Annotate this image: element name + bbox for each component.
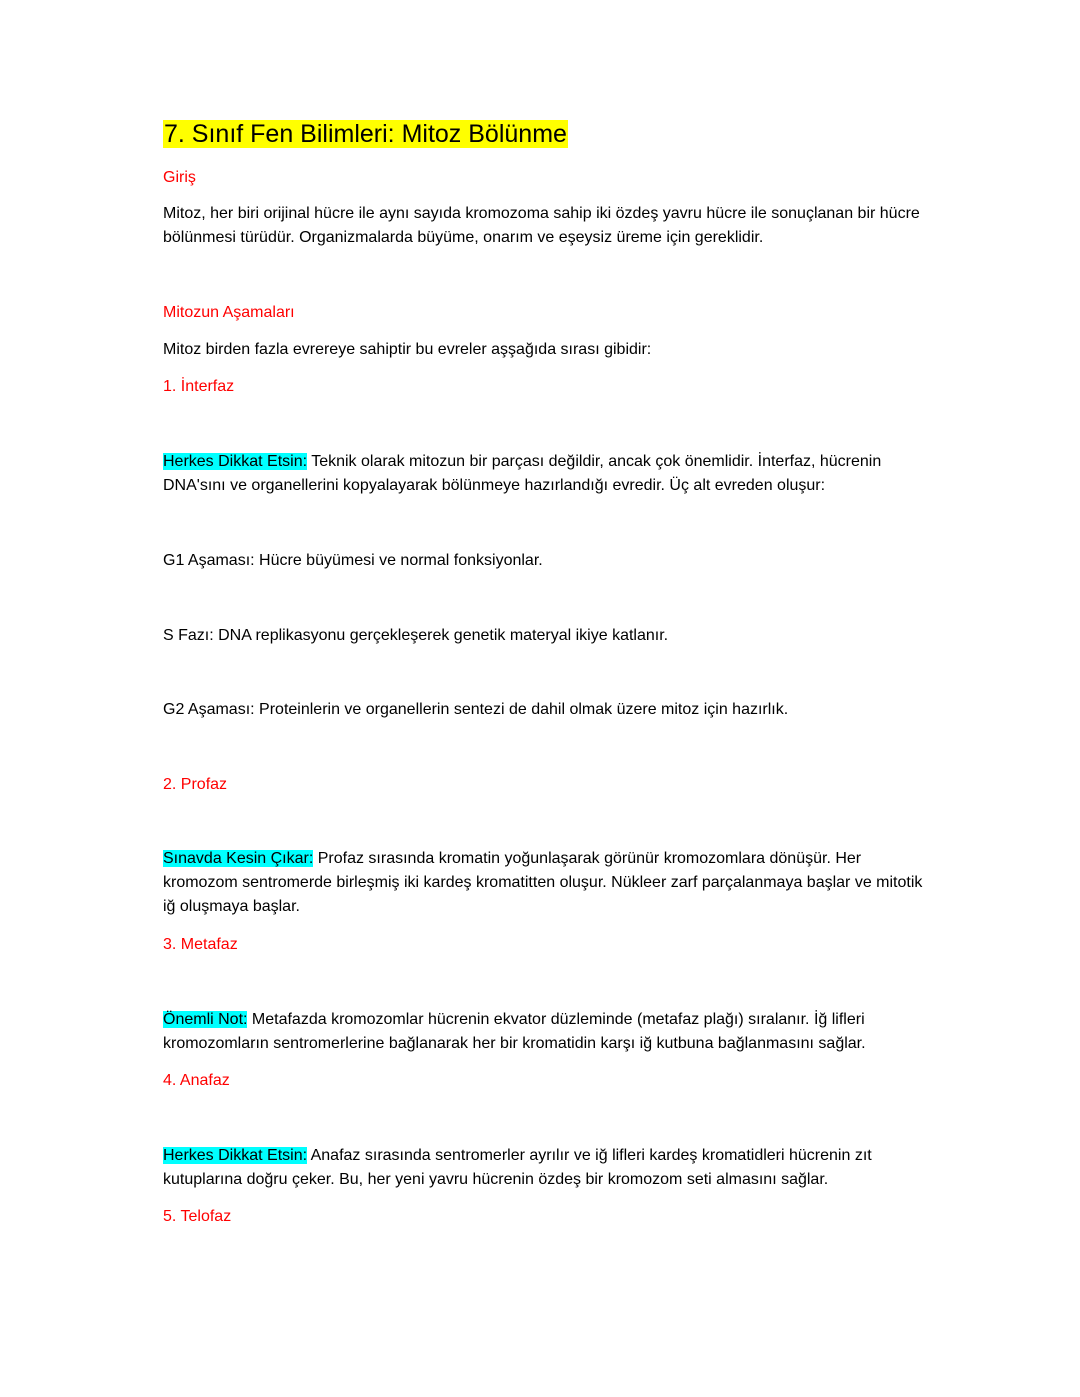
anaphase-note bbox=[163, 1144, 923, 1192]
interphase-note-label: Herkes Dikkat Etsin: bbox=[163, 453, 308, 470]
interphase-note-text: Teknik olarak mitozun bir parçası değildir, ancak çok önemlidir. İnterfaz, hücrenin DNA'sını ve organellerini kopyalayarak bölünmeye hazırlandığı evredir. Üç alt evreden oluşur: bbox=[163, 453, 882, 494]
interphase-heading: 1. İnterfaz bbox=[163, 378, 235, 395]
prophase-heading: 2. Profaz bbox=[163, 776, 228, 793]
metaphase-note-label: Önemli Not: bbox=[163, 1011, 248, 1028]
page-title-text: 7. Sınıf Fen Bilimleri: Mitoz Bölünme bbox=[164, 120, 567, 148]
metaphase-heading: 3. Metafaz bbox=[163, 936, 238, 953]
stages-paragraph: Mitoz birden fazla evrereye sahiptir bu evreler aşşağıda sırası gibidir: bbox=[163, 341, 652, 358]
metaphase-note-text: Metafazda kromozomlar hücrenin ekvator düzleminde (metafaz plağı) sıralanır. İğ lifleri kromozomların sentromerlerine bağlanarak her bir kromatidin karşı iğ kutbuna bağlanmasını sağlar. bbox=[163, 1011, 866, 1052]
g2-phase-text: G2 Aşaması: Proteinlerin ve organellerin sentezi de dahil olmak üzere mitoz için hazırlık. bbox=[163, 701, 789, 718]
stages-heading: Mitozun Aşamaları bbox=[163, 304, 295, 321]
anaphase-note-label: Herkes Dikkat Etsin: bbox=[163, 1147, 308, 1164]
metaphase-note bbox=[163, 1008, 923, 1056]
s-phase-text: S Fazı: DNA replikasyonu gerçekleşerek genetik materyal ikiye katlanır. bbox=[163, 627, 669, 644]
intro-heading: Giriş bbox=[163, 169, 196, 186]
prophase-note-label: Sınavda Kesin Çıkar: bbox=[163, 850, 314, 867]
anaphase-heading: 4. Anafaz bbox=[163, 1072, 230, 1089]
intro-paragraph: Mitoz, her biri orijinal hücre ile aynı sayıda kromozoma sahip iki özdeş yavru hücre ile sonuçlanan bir hücre bölünmesi türüdür. Organizmalarda büyüme, onarım ve eşeysiz üreme için gereklidir. bbox=[163, 205, 920, 246]
page-title bbox=[163, 117, 923, 151]
prophase-note-text: Profaz sırasında kromatin yoğunlaşarak görünür kromozomlara dönüşür. Her kromozom sentromerde birleşmiş iki kardeş kromatitten oluşur. Nükleer zarf parçalanmaya başlar ve mitotik iğ oluşmaya başlar. bbox=[163, 850, 923, 915]
interphase-note bbox=[163, 450, 923, 498]
anaphase-note-text: Anafaz sırasında sentromerler ayrılır ve iğ lifleri kardeş kromatidleri hücrenin zıt kutuplarına doğru çeker. Bu, her yeni yavru hücrenin özdeş bir kromozom seti almasını sağlar. bbox=[163, 1147, 872, 1188]
g1-phase-text: G1 Aşaması: Hücre büyümesi ve normal fonksiyonlar. bbox=[163, 552, 543, 569]
prophase-note bbox=[163, 847, 923, 919]
telophase-heading: 5. Telofaz bbox=[163, 1208, 232, 1225]
